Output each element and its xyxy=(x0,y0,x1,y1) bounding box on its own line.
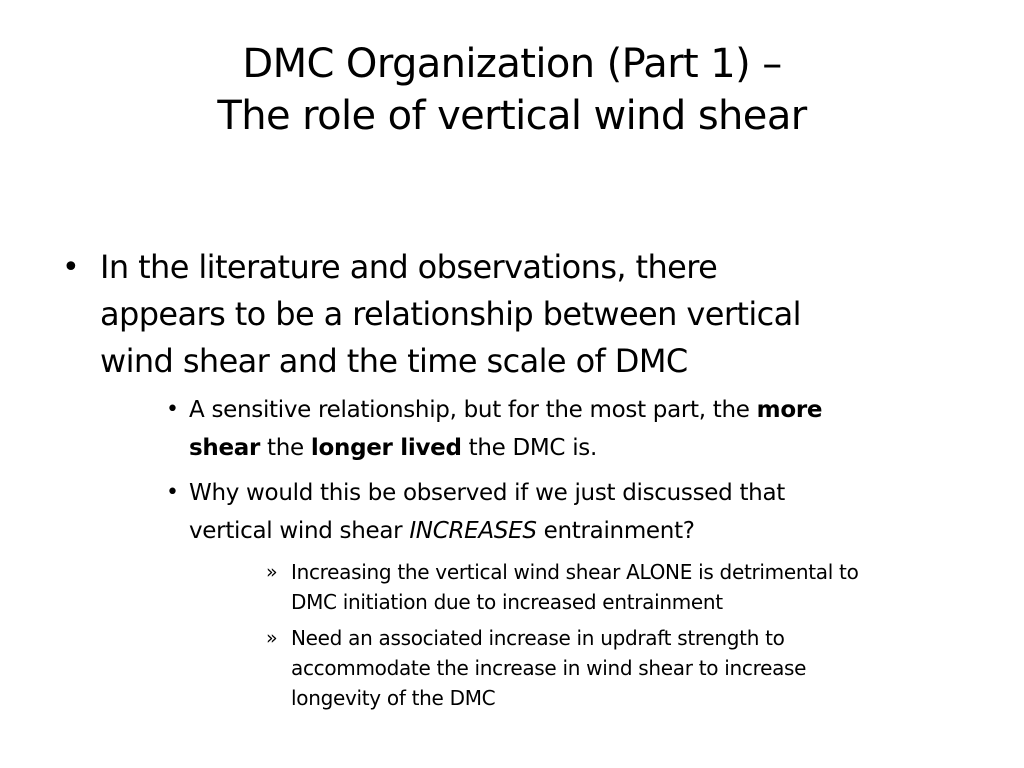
main-bullet-line-3: wind shear and the time scale of DMC xyxy=(100,342,688,380)
bullet-icon: • xyxy=(166,480,179,505)
main-bullet-line-1: In the literature and observations, there xyxy=(100,248,718,286)
sub-sub-bullet-2 xyxy=(266,623,968,713)
sub-bullet-2-text-a: vertical wind shear xyxy=(189,518,410,544)
sub-bullet-2-text-c: entrainment? xyxy=(536,518,695,544)
main-bullet-line-2: appears to be a relationship between vertical xyxy=(100,295,801,333)
main-bullet xyxy=(58,244,968,385)
sub-bullet-1-bold-longer-lived: longer lived xyxy=(310,435,462,461)
sub-bullet-1 xyxy=(162,391,968,467)
bullet-icon: • xyxy=(166,397,179,422)
sub-sub-bullet-1-line-1: Increasing the vertical wind shear ALONE is detrimental to xyxy=(291,560,859,584)
sub-bullet-1-bold-shear: shear xyxy=(189,435,261,461)
sub-sub-bullet-list xyxy=(162,557,968,713)
title-line-2: The role of vertical wind shear xyxy=(217,93,807,139)
sub-bullet-1-text-b: the xyxy=(260,435,311,461)
sub-bullet-list xyxy=(58,391,968,713)
sub-sub-bullet-1-line-2: DMC initiation due to increased entrainment xyxy=(291,590,723,614)
sub-bullet-2-line-2 xyxy=(189,512,968,550)
chevron-bullet-icon: » xyxy=(266,627,278,649)
sub-bullet-2 xyxy=(162,474,968,550)
bullet-icon: • xyxy=(62,250,80,285)
chevron-bullet-icon: » xyxy=(266,561,278,583)
sub-bullet-2-italic-increases: INCREASES xyxy=(409,518,537,544)
sub-bullet-1-text-a: A sensitive relationship, but for the most part, the xyxy=(189,397,757,423)
sub-sub-bullet-1 xyxy=(266,557,968,617)
sub-bullet-1-line-1 xyxy=(189,391,968,429)
sub-sub-bullet-2-line-1: Need an associated increase in updraft strength to xyxy=(291,626,785,650)
sub-bullet-1-text-d: the DMC is. xyxy=(461,435,597,461)
sub-sub-bullet-2-line-3: longevity of the DMC xyxy=(291,686,496,710)
sub-sub-bullet-2-line-2: accommodate the increase in wind shear to increase xyxy=(291,656,807,680)
slide-body xyxy=(58,244,968,719)
sub-bullet-1-line-2 xyxy=(189,429,968,467)
sub-bullet-2-line-1: Why would this be observed if we just discussed that xyxy=(189,480,785,506)
slide-title xyxy=(60,38,964,142)
title-line-1: DMC Organization (Part 1) – xyxy=(242,41,782,87)
sub-bullet-1-bold-more: more xyxy=(756,397,823,423)
